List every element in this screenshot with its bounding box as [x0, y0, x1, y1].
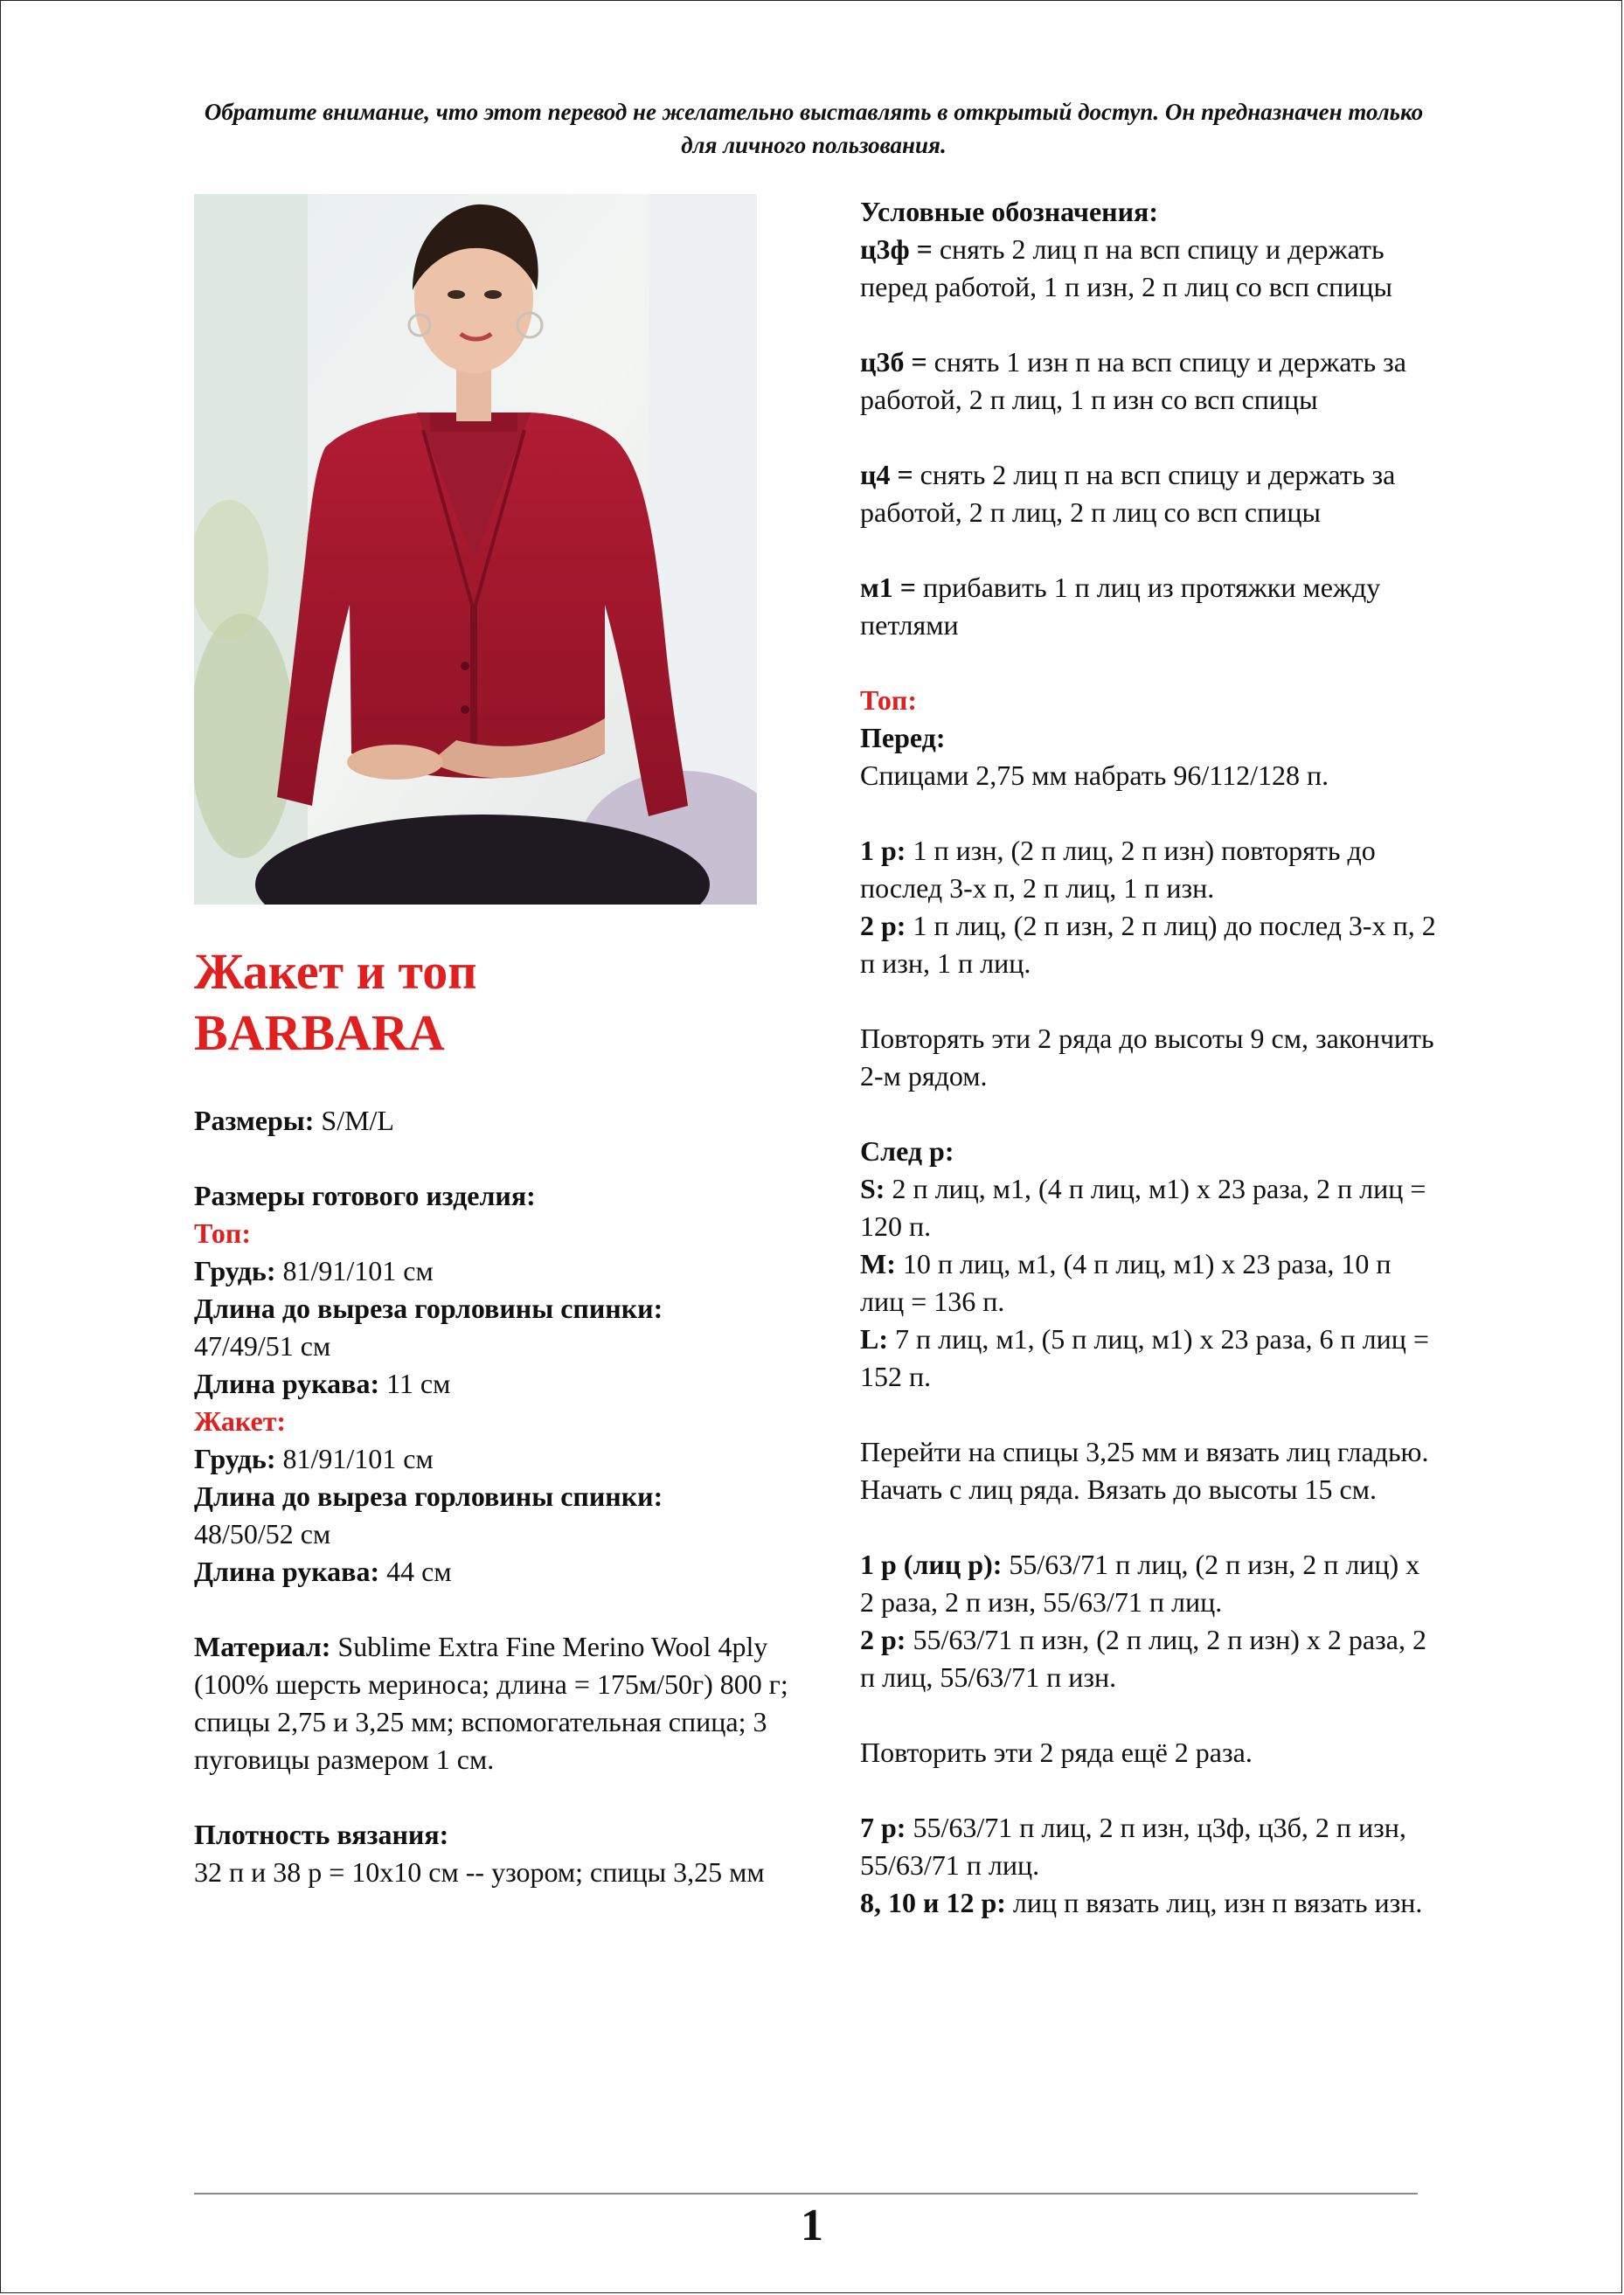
sizes-label: Размеры:	[194, 1105, 315, 1136]
legend-item	[860, 456, 1437, 531]
legend-text: прибавить 1 п лиц из протяжки между петлями	[860, 572, 1381, 641]
gauge-text: 32 п и 38 р = 10x10 см -- узором; спицы 3,25 мм	[194, 1856, 765, 1888]
woman-in-red-cardigan-photo	[194, 194, 757, 905]
cast-on-text: Спицами 2,75 мм набрать 96/112/128 п.	[860, 759, 1329, 791]
row-label: 7 р:	[860, 1812, 906, 1843]
row-label: 8, 10 и 12 р:	[860, 1887, 1006, 1918]
legend-text: снять 1 изн п на всп спицу и держать за работой, 2 п лиц, 1 п изн со всп спицы	[860, 346, 1406, 415]
material	[194, 1628, 797, 1778]
jacket-sleeve-label: Длина рукава:	[194, 1556, 380, 1587]
row-text: лиц п вязать лиц, изн п вязать изн.	[1005, 1887, 1423, 1918]
photo-illustration	[194, 194, 757, 905]
size-label: L:	[860, 1323, 888, 1355]
row-label: 2 р:	[860, 910, 906, 941]
pattern-title	[194, 941, 797, 1064]
jacket-chest-value: 81/91/101 см	[275, 1443, 434, 1474]
legend-item	[860, 193, 1437, 306]
left-column	[194, 941, 797, 1929]
repeat-instruction: Повторить эти 2 ряда ещё 2 раза.	[860, 1737, 1253, 1768]
top-label: Топ:	[194, 1217, 251, 1249]
size-text: 7 п лиц, м1, (5 п лиц, м1) х 23 раза, 6 п лиц = 152 п.	[860, 1323, 1429, 1392]
legend-term: ц4 =	[860, 459, 913, 490]
front-label: Перед:	[860, 722, 946, 753]
gauge-label: Плотность вязания:	[194, 1819, 449, 1850]
title-line-1: Жакет и топ	[194, 943, 477, 1000]
increase-rows	[860, 1133, 1437, 1396]
legend-text: снять 2 лиц п на всп спицу и держать за работой, 2 п лиц, 2 п лиц со всп спицы	[860, 459, 1396, 528]
legend-heading: Условные обозначения:	[860, 196, 1158, 227]
top-chest-label: Грудь:	[194, 1255, 276, 1286]
sizes	[194, 1102, 797, 1140]
row-text: 55/63/71 п изн, (2 п лиц, 2 п изн) х 2 раза, 2 п лиц, 55/63/71 п изн.	[860, 1624, 1426, 1693]
size-label: M:	[860, 1248, 896, 1279]
row-text: 1 п изн, (2 п лиц, 2 п изн) повторять до послед 3-х п, 2 п лиц, 1 п изн.	[860, 835, 1376, 904]
top-sleeve-value: 11 см	[379, 1368, 451, 1399]
legend-term: м1 =	[860, 572, 917, 603]
cable-rows	[860, 1809, 1437, 1922]
top-length-value: 47/49/51 см	[194, 1330, 331, 1362]
legend-item	[860, 343, 1437, 419]
row-text: 1 п лиц, (2 п изн, 2 п лиц) до послед 3-х п, 2 п изн, 1 п лиц.	[860, 910, 1436, 979]
jacket-length-label: Длина до выреза горловины спинки:	[194, 1480, 663, 1512]
row-label: 2 р:	[860, 1624, 906, 1655]
legend-term: ц3ф =	[860, 233, 933, 265]
size-text: 2 п лиц, м1, (4 п лиц, м1) х 23 раза, 2 п лиц = 120 п.	[860, 1173, 1426, 1242]
page-number: 1	[801, 2201, 823, 2250]
legend-term: ц3б =	[860, 346, 927, 378]
footer-divider	[194, 2193, 1418, 2194]
row-text: 55/63/71 п лиц, (2 п изн, 2 п лиц) х 2 раза, 2 п изн, 55/63/71 п лиц.	[860, 1549, 1420, 1618]
pattern-rows	[860, 1546, 1437, 1696]
finished-measurements	[194, 1177, 797, 1591]
jacket-label: Жакет:	[194, 1405, 287, 1437]
top-chest-value: 81/91/101 см	[275, 1255, 434, 1286]
title-line-2: BARBARA	[194, 1004, 445, 1061]
material-text: Sublime Extra Fine Merino Wool 4ply (100% шерсть мериноса; длина = 175м/50г) 800 г; спицы 2,75 и 3,25 мм; вспомогательная спица; 3 пуговицы размером 1 см.	[194, 1631, 788, 1775]
top-sleeve-label: Длина рукава:	[194, 1368, 380, 1399]
top-section-label: Топ:	[860, 684, 917, 716]
size-label: S:	[860, 1173, 885, 1204]
jacket-chest-label: Грудь:	[194, 1443, 276, 1474]
privacy-notice: Обратите внимание, что этот перевод не желательно выставлять в открытый доступ. Он предназначен только для личного пользования.	[204, 99, 1424, 158]
switch-needles-instruction: Перейти на спицы 3,25 мм и вязать лиц гладью. Начать с лиц ряда. Вязать до высоты 15 см.	[860, 1436, 1429, 1505]
legend-text: снять 2 лиц п на всп спицу и держать перед работой, 1 п изн, 2 п лиц со всп спицы	[860, 233, 1393, 302]
row-label: 1 р (лиц р):	[860, 1549, 1003, 1580]
next-row-label: След р:	[860, 1135, 954, 1167]
gauge	[194, 1816, 797, 1891]
top-length-label: Длина до выреза горловины спинки:	[194, 1293, 663, 1324]
right-column	[860, 193, 1437, 1959]
top-front-section	[860, 682, 1437, 794]
repeat-instruction: Повторять эти 2 ряда до высоты 9 см, закончить 2-м рядом.	[860, 1023, 1434, 1092]
finished-heading: Размеры готового изделия:	[194, 1180, 536, 1211]
row-text: 55/63/71 п лиц, 2 п изн, ц3ф, ц3б, 2 п изн, 55/63/71 п лиц.	[860, 1812, 1406, 1881]
material-label: Материал:	[194, 1631, 331, 1662]
jacket-sleeve-value: 44 см	[379, 1556, 452, 1587]
sizes-value: S/M/L	[314, 1105, 394, 1136]
rib-rows	[860, 832, 1437, 982]
jacket-length-value: 48/50/52 см	[194, 1518, 331, 1550]
size-text: 10 п лиц, м1, (4 п лиц, м1) х 23 раза, 10 п лиц = 136 п.	[860, 1248, 1392, 1317]
legend-item	[860, 569, 1437, 644]
row-label: 1 р:	[860, 835, 906, 866]
